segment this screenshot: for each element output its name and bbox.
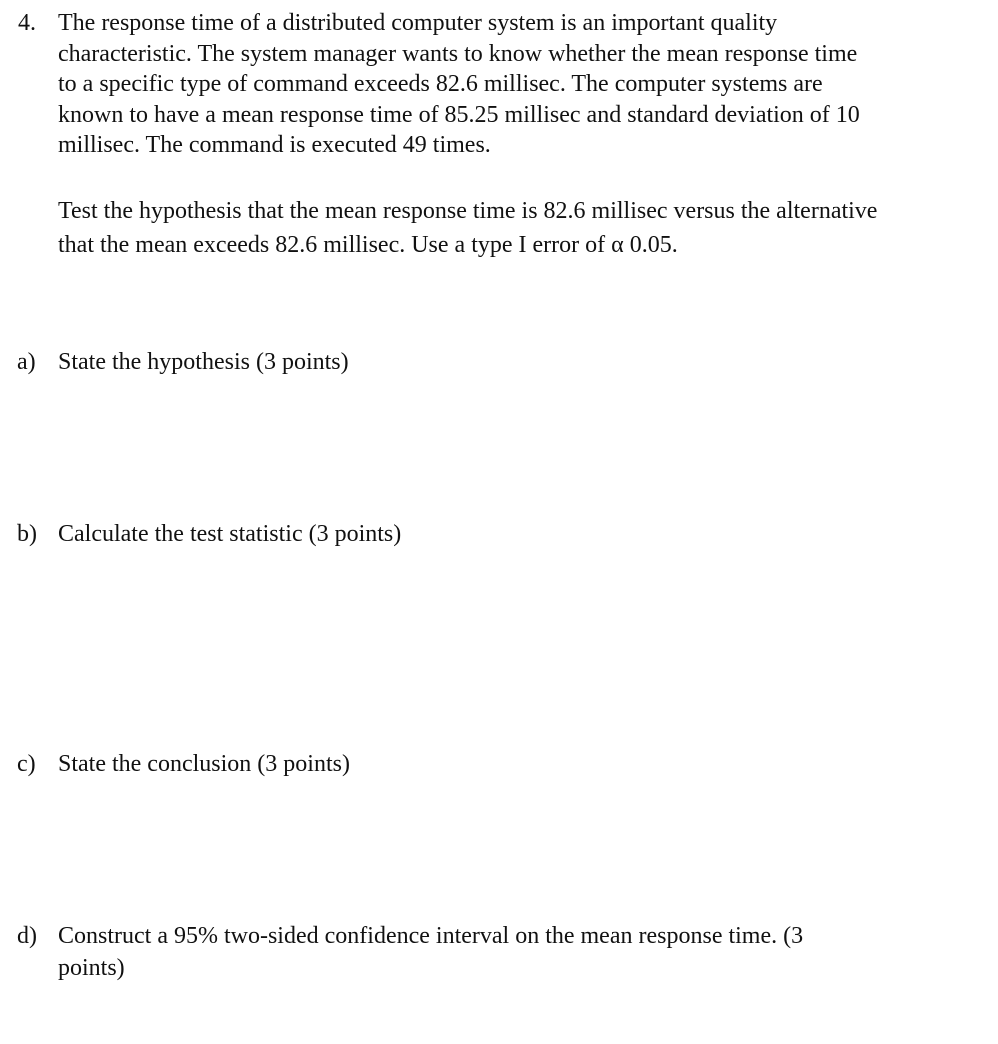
statement-line: to a specific type of command exceeds 82.6 millisec. The computer systems are xyxy=(58,71,823,97)
part-text: State the hypothesis (3 points) xyxy=(58,349,349,375)
part-label: b) xyxy=(17,521,37,547)
part-text: State the conclusion (3 points) xyxy=(58,751,350,777)
part-text xyxy=(58,920,948,984)
part-text-line: Construct a 95% two-sided confidence interval on the mean response time. (3 xyxy=(58,923,804,949)
part-label: a) xyxy=(17,349,36,375)
statement-line: characteristic. The system manager wants to know whether the mean response time xyxy=(58,40,858,67)
part-text-line: points) xyxy=(58,955,125,981)
statement-line: The response time of a distributed computer system is an important quality xyxy=(58,10,778,36)
problem-statement xyxy=(58,8,973,161)
instruction-line: that the mean exceeds 82.6 millisec. Use a type I error of α 0.05. xyxy=(58,232,678,258)
part-label: c) xyxy=(17,751,36,777)
part-label: d) xyxy=(17,923,37,949)
statement-line: known to have a mean response time of 85.25 millisec and standard deviation of 10 xyxy=(58,101,860,128)
hypothesis-instruction xyxy=(58,194,968,262)
problem-number: 4. xyxy=(18,10,36,36)
statement-line: millisec. The command is executed 49 times. xyxy=(58,132,491,158)
part-text: Calculate the test statistic (3 points) xyxy=(58,521,402,547)
instruction-line: Test the hypothesis that the mean response time is 82.6 millisec versus the alternative xyxy=(58,198,878,224)
